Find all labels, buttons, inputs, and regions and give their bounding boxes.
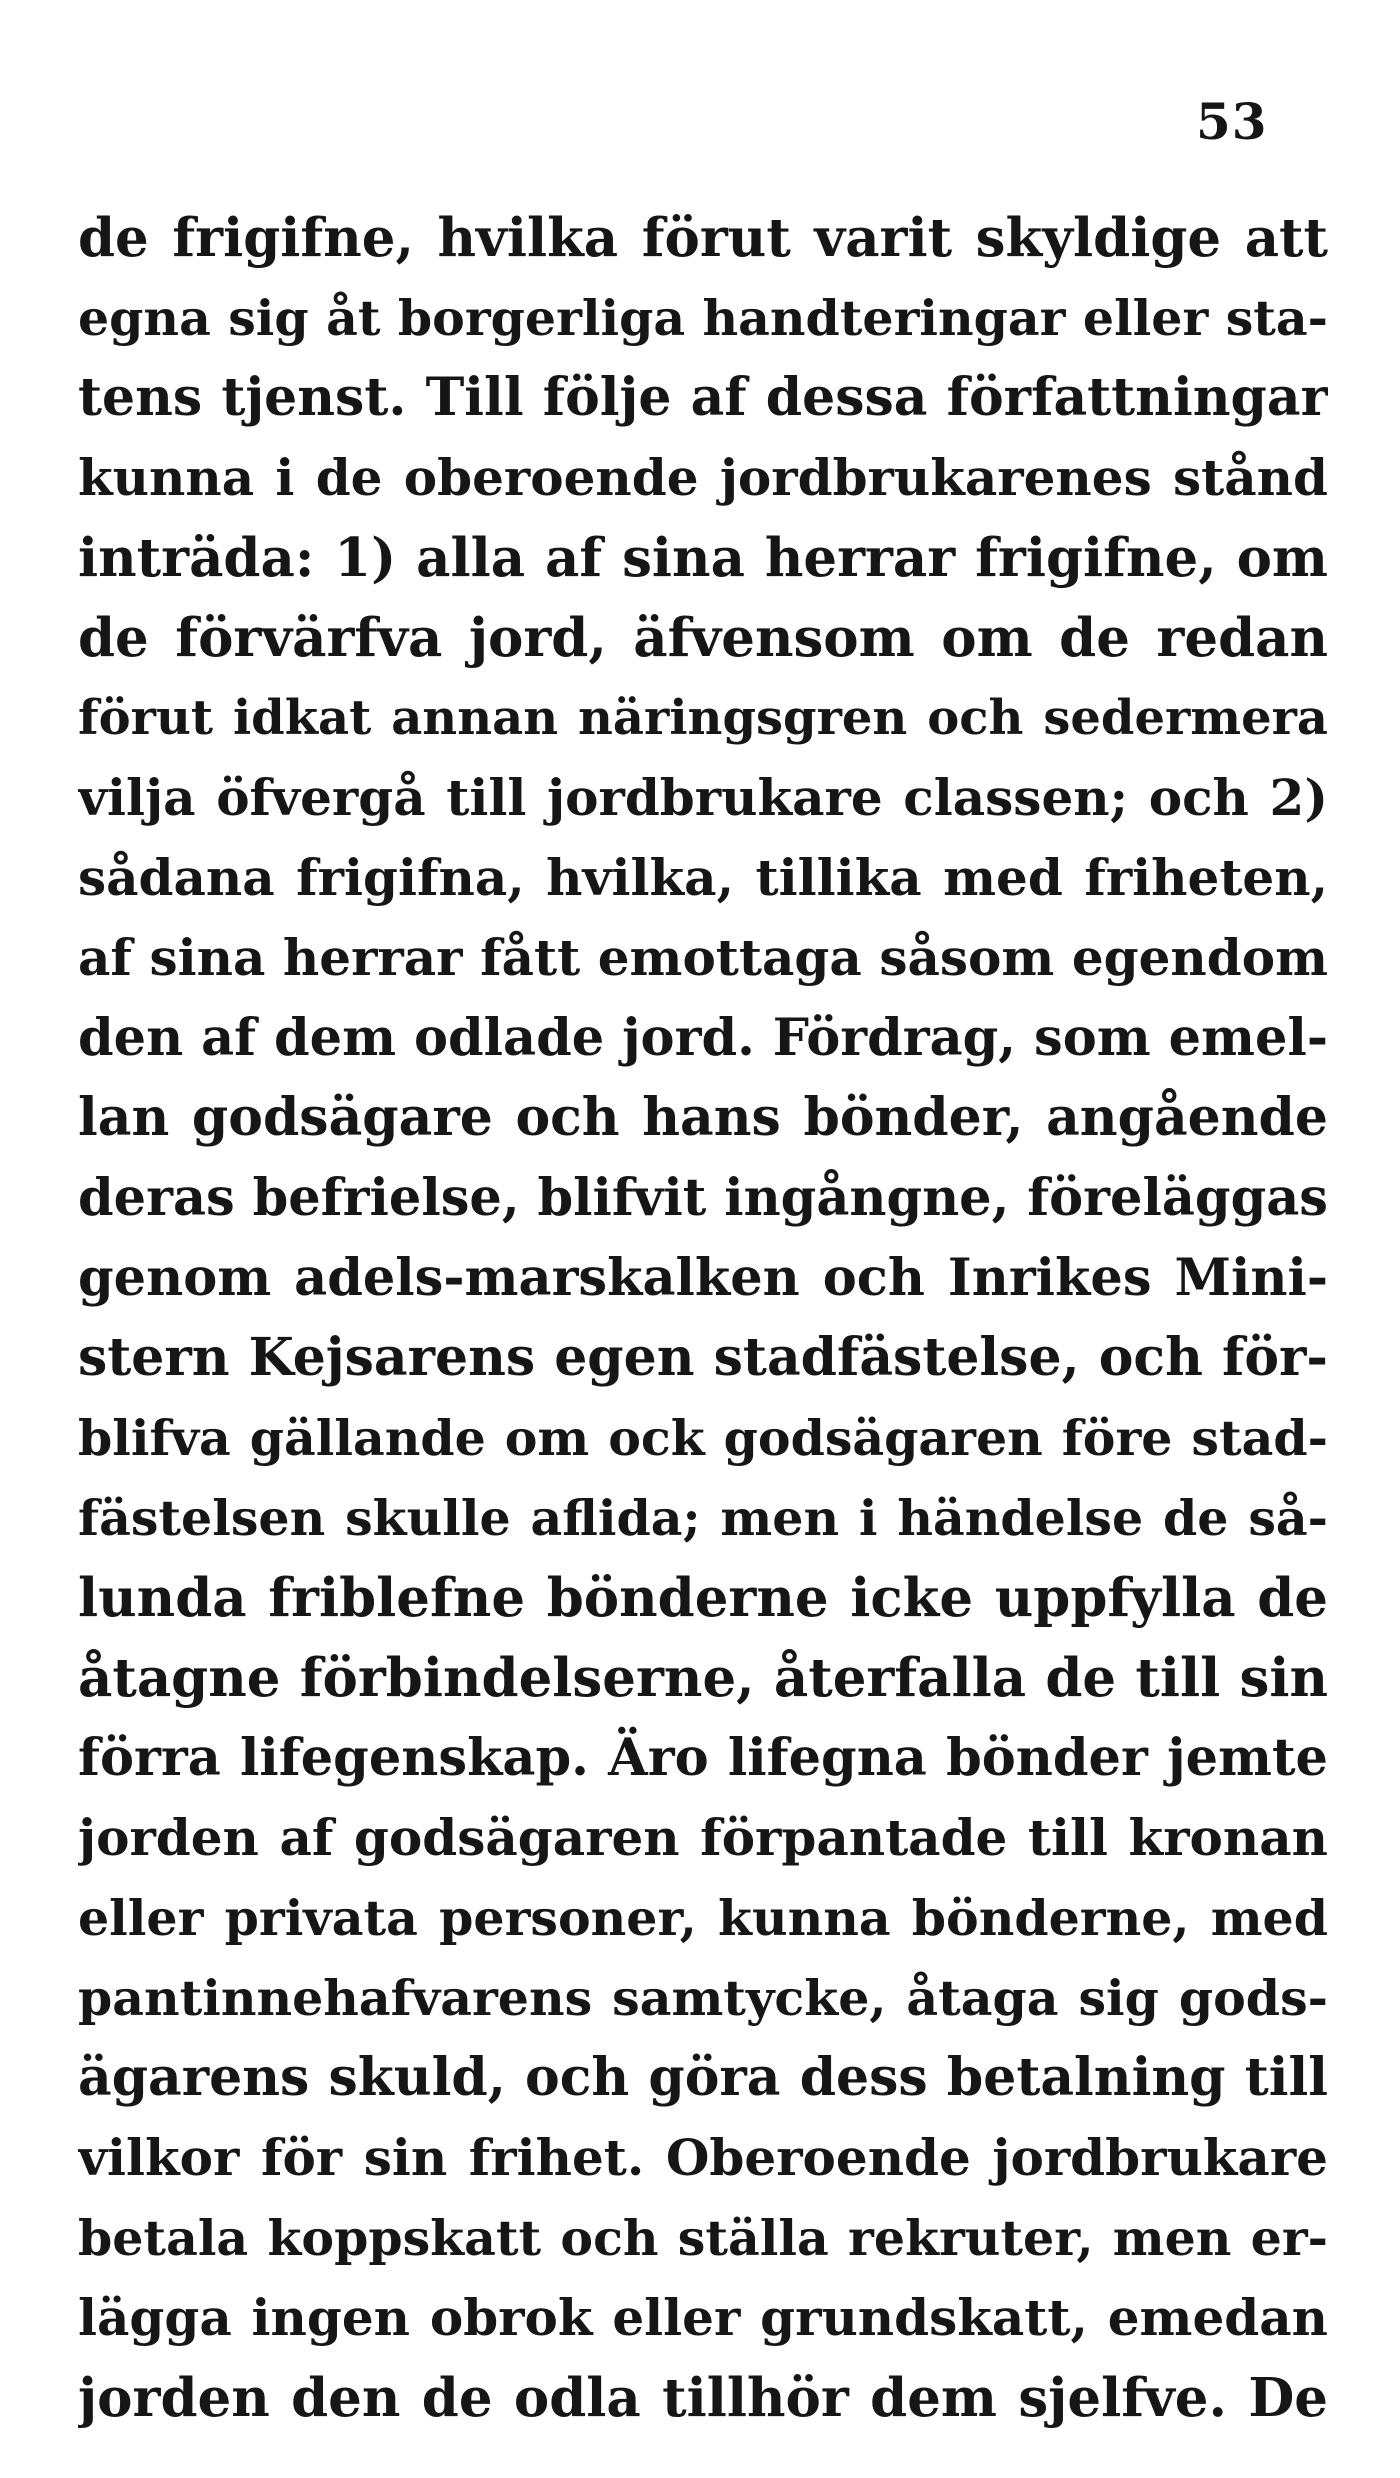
text-line: förra lifegenskap. Äro lifegna bönder jemte — [78, 1728, 1328, 1788]
text-line: lägga ingen obrok eller grundskatt, emedan — [78, 2288, 1328, 2347]
text-line: stern Kejsarens egen stadfästelse, och för- — [78, 1327, 1328, 1388]
text-line: sådana frigifna, hvilka, tillika med friheten, — [78, 848, 1328, 907]
text-line: fästelsen skulle aflida; men i händelse de så- — [78, 1489, 1328, 1547]
text-line: egna sig åt borgerliga handteringar eller sta- — [78, 289, 1328, 347]
text-line: jorden af godsägaren förpantade till kronan — [78, 1808, 1328, 1867]
text-line: de frigifne, hvilka förut varit skyldige att — [78, 207, 1328, 269]
text-line: eller privata personer, kunna bönderne, med — [78, 1889, 1328, 1947]
text-line: blifva gällande om ock godsägaren före stad- — [78, 1409, 1328, 1467]
text-line: vilkor för sin frihet. Oberoende jordbrukare — [78, 2128, 1328, 2187]
text-line: deras befrielse, blifvit ingångne, föreläggas — [78, 1168, 1328, 1228]
text-line: jorden den de odla tillhör dem sjelfve. De — [78, 2367, 1328, 2429]
text-line: förut idkat annan näringsgren och sedermera — [78, 690, 1328, 746]
text-line: lunda friblefne bönderne icke uppfylla de — [78, 1567, 1328, 1629]
text-line: de förvärfva jord, äfvensom om de redan — [78, 607, 1328, 669]
text-line: ägarens skuld, och göra dess betalning till — [78, 2047, 1328, 2108]
text-line: kunna i de oberoende jordbrukarenes stånd — [78, 448, 1328, 507]
text-line: den af dem odlade jord. Fördrag, som emel- — [78, 1008, 1328, 1068]
text-line: genom adels-marskalken och Inrikes Mini- — [78, 1248, 1328, 1308]
text-line: lan godsägare och hans bönder, angående — [78, 1087, 1328, 1148]
body-text — [78, 198, 1328, 2438]
text-line: tens tjenst. Till följe af dessa författningar — [78, 367, 1328, 428]
text-line: betala koppskatt och ställa rekruter, men er- — [78, 2209, 1328, 2267]
text-line: inträda: 1) alla af sina herrar frigifne, om — [78, 527, 1328, 589]
text-line: af sina herrar fått emottaga såsom egendom — [78, 928, 1328, 987]
page-number: 53 — [1196, 92, 1268, 151]
text-line: pantinnehafvarens samtycke, åtaga sig gods- — [78, 1969, 1328, 2027]
text-line: åtagne förbindelserne, återfalla de till sin — [78, 1647, 1328, 1709]
text-line: vilja öfvergå till jordbrukare classen; och 2) — [78, 768, 1328, 827]
